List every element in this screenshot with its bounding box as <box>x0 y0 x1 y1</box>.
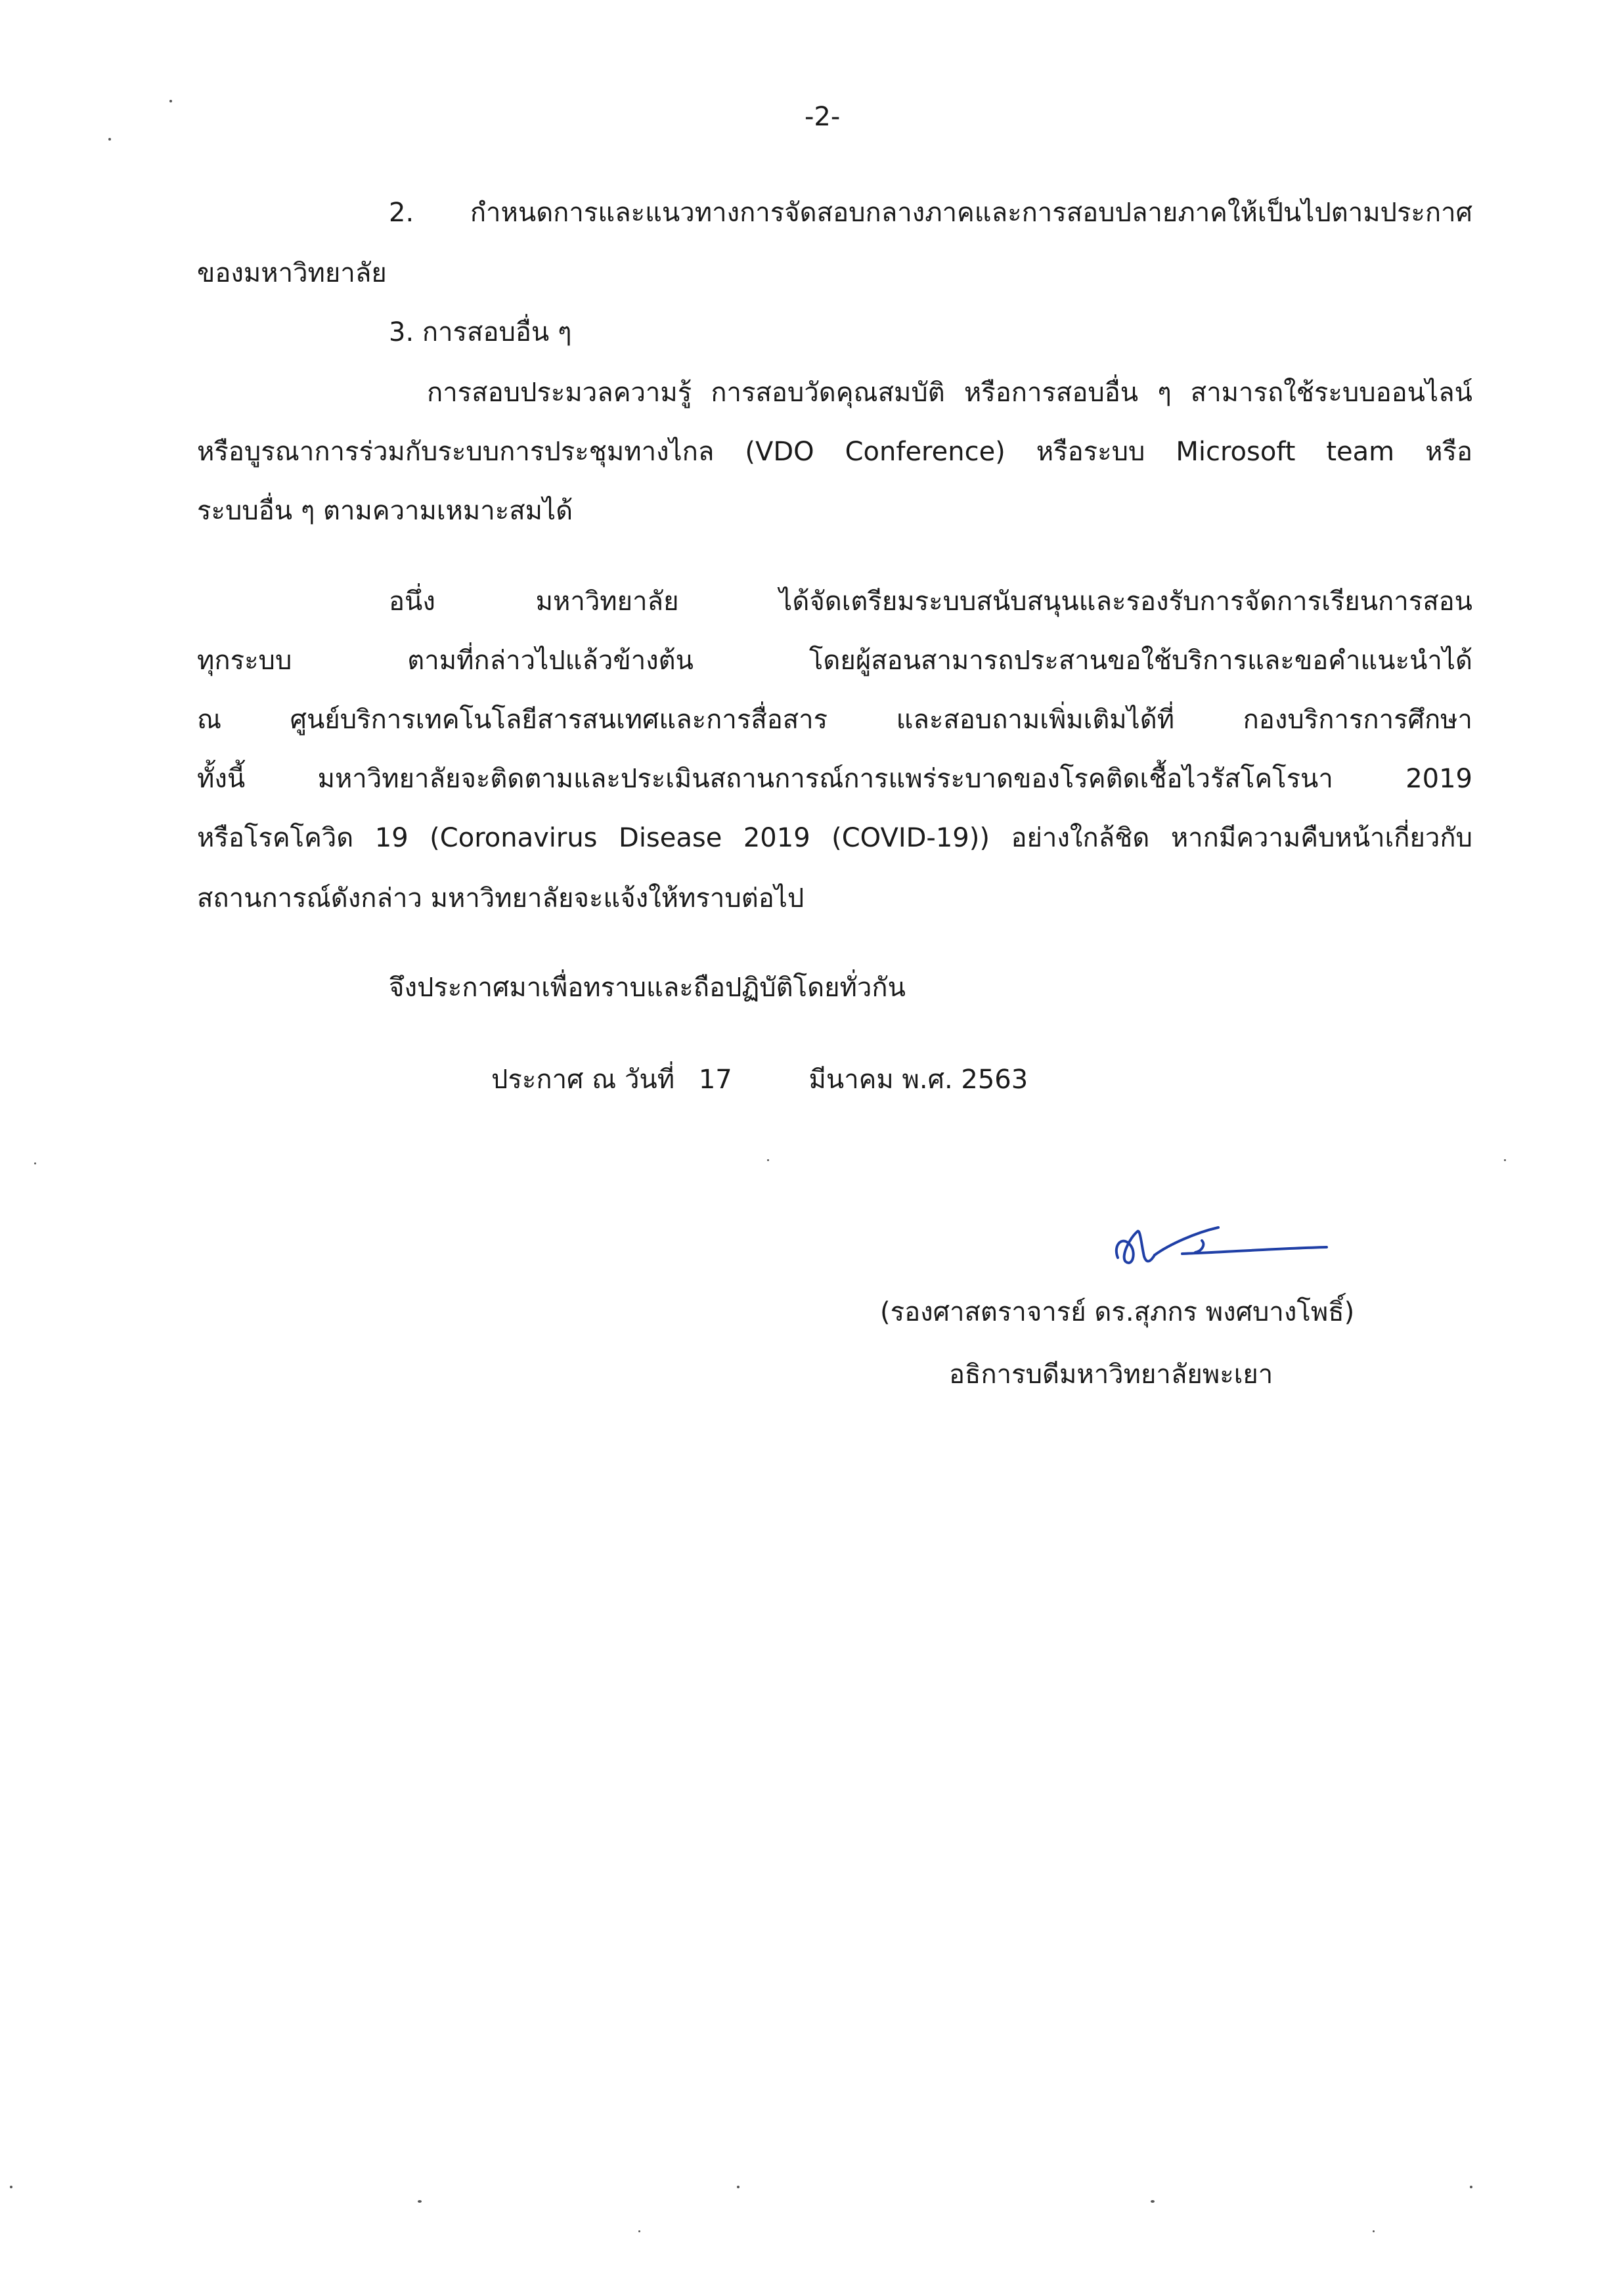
date-month-year: มีนาคม พ.ศ. 2563 <box>808 1065 1028 1095</box>
scan-speck <box>1373 2230 1375 2232</box>
paragraph4-line4: ทั้งนี้ มหาวิทยาลัยจะติดตามและประเมินสถานการณ์การแพร่ระบาดของโรคติดเชื้อไวรัสโคโรนา 2019 <box>197 764 1472 794</box>
scan-speck <box>1151 2200 1155 2203</box>
paragraph4-line3: ณ ศูนย์บริการเทคโนโลยีสารสนเทศและการสื่อสาร และสอบถามเพิ่มเติมได้ที่ กองบริการการศึกษา <box>197 705 1472 735</box>
date-day: 17 <box>698 1065 732 1095</box>
closing-statement: จึงประกาศมาเพื่อทราบและถือปฏิบัติโดยทั่วกัน <box>389 973 906 1003</box>
scan-speck <box>1470 2186 1472 2188</box>
item2-line1: 2. กำหนดการและแนวทางการจัดสอบกลางภาคและการสอบปลายภาคให้เป็นไปตามประกาศ <box>389 198 1472 228</box>
paragraph4-line6: สถานการณ์ดังกล่าว มหาวิทยาลัยจะแจ้งให้ทราบต่อไป <box>197 883 805 914</box>
scan-speck <box>1504 1159 1506 1161</box>
paragraph4-line5: หรือโรคโควิด 19 (Coronavirus Disease 2019 (COVID-19)) อย่างใกล้ชิด หากมีความคืบหน้าเกี่ยวกับ <box>197 823 1472 853</box>
scan-speck <box>737 2186 740 2188</box>
scan-speck <box>108 138 111 141</box>
item3-line1: การสอบประมวลความรู้ การสอบวัดคุณสมบัติ หรือการสอบอื่น ๆ สามารถใช้ระบบออนไลน์ <box>427 378 1472 408</box>
paragraph4-line1: อนึ่ง มหาวิทยาลัย ได้จัดเตรียมระบบสนับสนุนและรองรับการจัดการเรียนการสอน <box>389 586 1472 617</box>
item3-heading: 3. การสอบอื่น ๆ <box>389 317 572 347</box>
announcement-date <box>491 1061 1028 1098</box>
paragraph4-line2: ทุกระบบ ตามที่กล่าวไปแล้วข้างต้น โดยผู้สอนสามารถประสานขอใช้บริการและขอคำแนะนำได้ <box>197 646 1472 676</box>
item3-line3: ระบบอื่น ๆ ตามความเหมาะสมได้ <box>197 496 573 526</box>
handwritten-signature <box>1103 1199 1333 1277</box>
scan-speck <box>767 1159 769 1161</box>
item2-line2: ของมหาวิทยาลัย <box>197 258 387 288</box>
scan-speck <box>169 100 172 102</box>
signatory-name: (รองศาสตราจารย์ ดร.สุภกร พงศบางโพธิ์) <box>880 1297 1355 1327</box>
scan-speck <box>34 1162 36 1164</box>
item3-line2: หรือบูรณาการร่วมกับระบบการประชุมทางไกล (VDO Conference) หรือระบบ Microsoft team หรือ <box>197 437 1472 467</box>
scan-speck <box>418 2200 422 2203</box>
scan-speck <box>638 2230 640 2232</box>
page-number: -2- <box>805 102 841 132</box>
date-prefix: ประกาศ ณ วันที่ <box>491 1065 675 1095</box>
signatory-title: อธิการบดีมหาวิทยาลัยพะเยา <box>949 1359 1273 1390</box>
scan-speck <box>10 2186 12 2188</box>
